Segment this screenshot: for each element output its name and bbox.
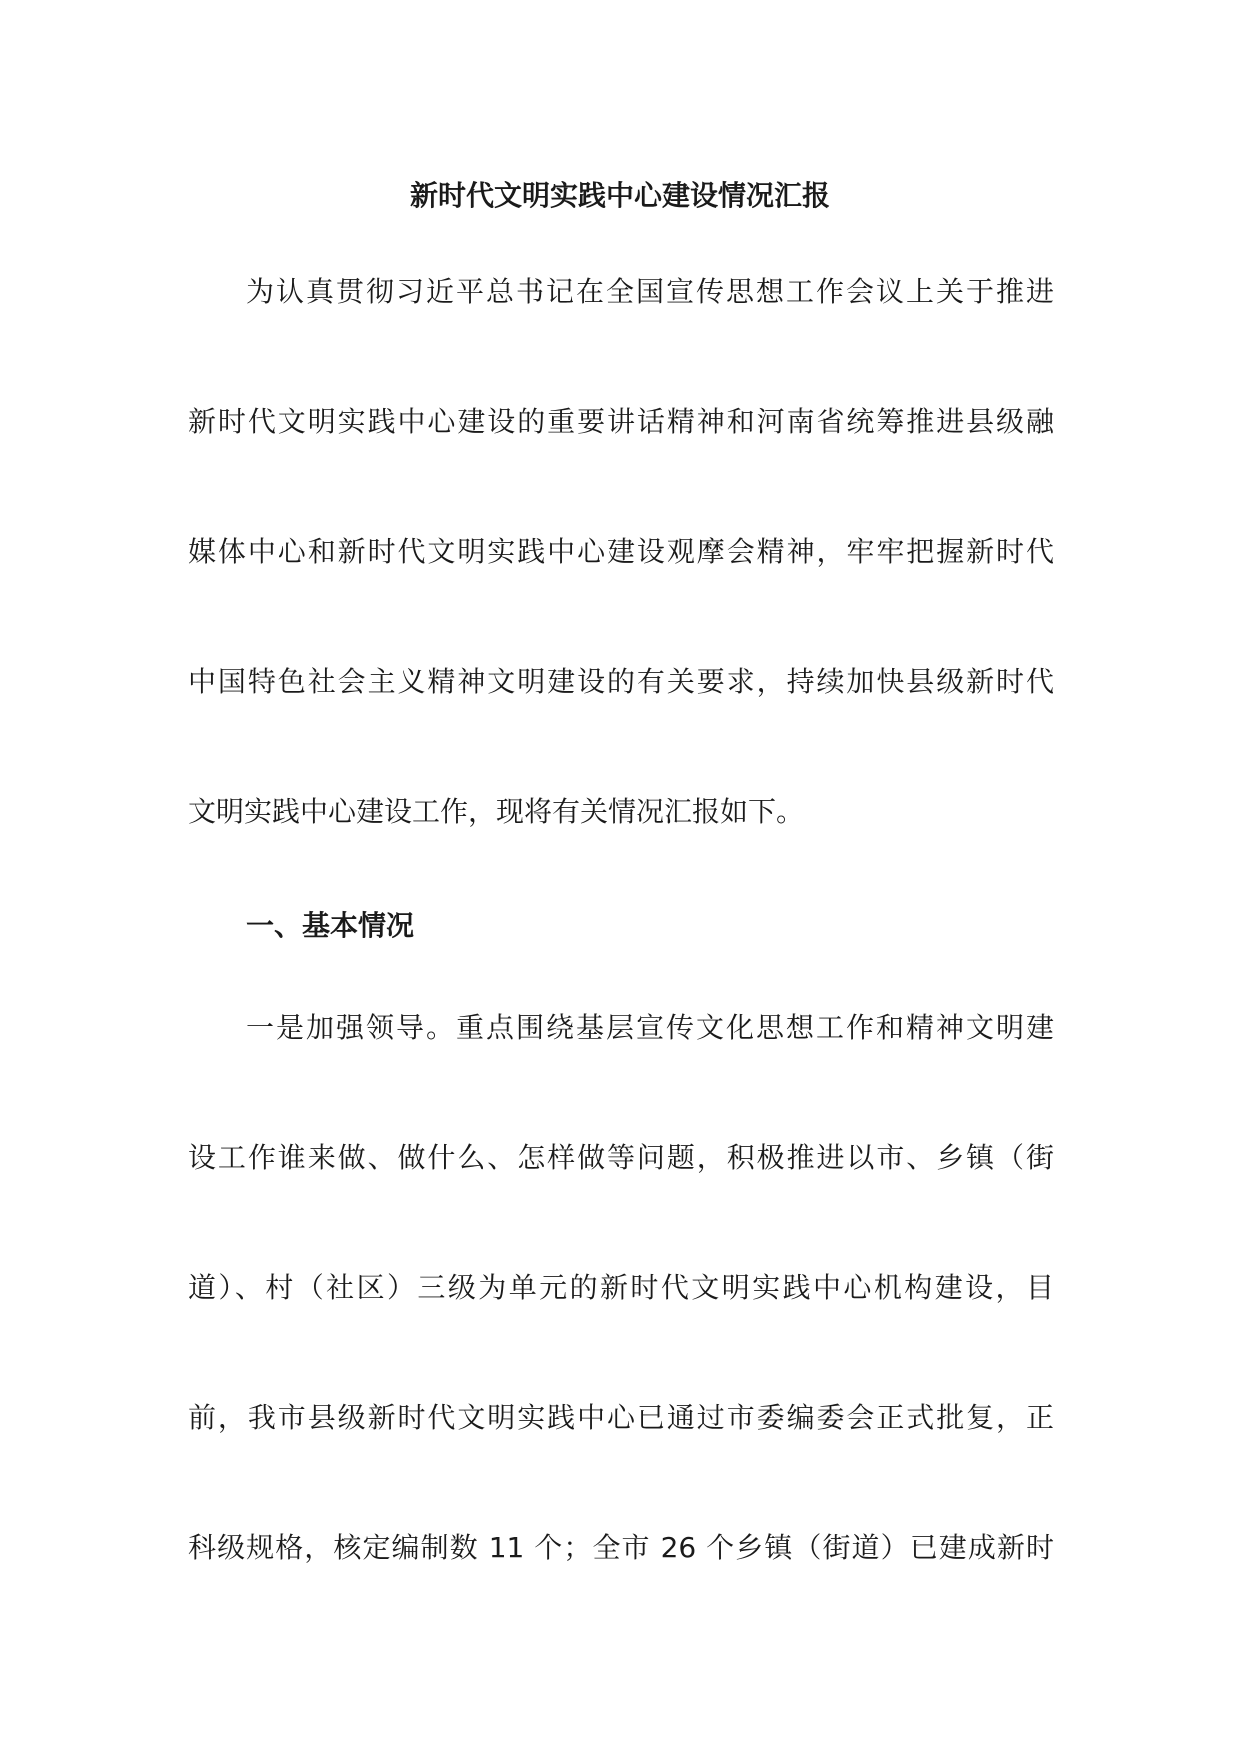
intro-line-3: 媒体中心和新时代文明实践中心建设观摩会精神，牢牢把握新时代 (188, 535, 1054, 568)
section-line-5: 科级规格，核定编制数 11 个；全市 26 个乡镇（街道）已建成新时 (188, 1531, 1054, 1564)
intro-line-1: 为认真贯彻习近平总书记在全国宣传思想工作会议上关于推进 (246, 275, 1054, 308)
section-heading: 一、基本情况 (246, 909, 415, 942)
intro-line-2: 新时代文明实践中心建设的重要讲话精神和河南省统筹推进县级融 (188, 405, 1054, 438)
section-line-4: 前，我市县级新时代文明实践中心已通过市委编委会正式批复，正 (188, 1401, 1054, 1434)
intro-line-4: 中国特色社会主义精神文明建设的有关要求，持续加快县级新时代 (188, 665, 1054, 698)
section-line-2: 设工作谁来做、做什么、怎样做等问题，积极推进以市、乡镇（街 (188, 1141, 1054, 1174)
document-title: 新时代文明实践中心建设情况汇报 (409, 179, 830, 212)
intro-line-5: 文明实践中心建设工作，现将有关情况汇报如下。 (188, 795, 805, 828)
section-line-3: 道）、村（社区）三级为单元的新时代文明实践中心机构建设，目 (188, 1271, 1054, 1304)
section-line-1: 一是加强领导。重点围绕基层宣传文化思想工作和精神文明建 (246, 1011, 1054, 1044)
